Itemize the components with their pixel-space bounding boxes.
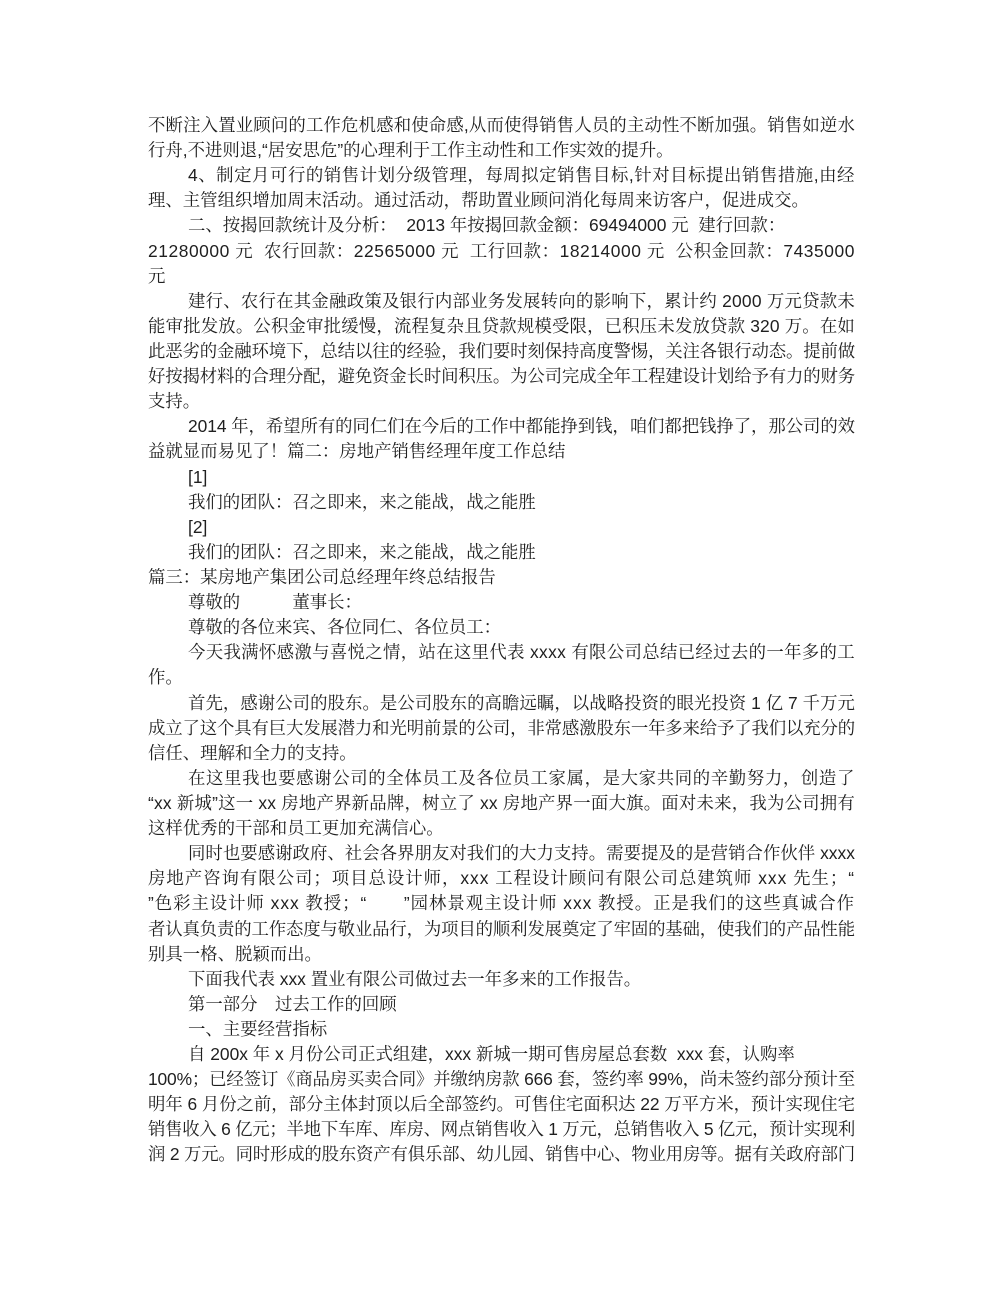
text-line: 明年 6 月份之前，部分主体封顶以后全部签约。可售住宅面积达 22 万平方米，预计实现住宅 bbox=[148, 1094, 855, 1115]
text-line-row bbox=[148, 716, 858, 741]
text-line-row bbox=[148, 1142, 858, 1167]
text-line-row bbox=[148, 565, 858, 590]
text-line-row bbox=[148, 515, 858, 540]
text-line-row bbox=[148, 163, 858, 188]
text-line: 成立了这个具有巨大发展潜力和光明前景的公司，非常感激股东一年多来给予了我们以充分的 bbox=[148, 717, 855, 738]
text-line-row bbox=[148, 1017, 858, 1042]
text-line-row bbox=[148, 540, 858, 565]
text-line-row bbox=[148, 1067, 858, 1092]
text-line: 21280000 元 农行回款：22565000 元 工行回款：18214000 元 公积金回款：7435000 bbox=[148, 240, 855, 261]
text-line-row bbox=[148, 741, 858, 766]
text-line-row bbox=[148, 289, 858, 314]
text-line: 在这里我也要感谢公司的全体员工及各位员工家属，是大家共同的辛勤努力，创造了 bbox=[188, 767, 855, 788]
text-line-row bbox=[148, 490, 858, 515]
text-line: 我们的团队：召之即来，来之能战，战之能胜 bbox=[188, 491, 536, 512]
text-line-row bbox=[148, 414, 858, 439]
text-line: 好按揭材料的合理分配，避免资金长时间积压。为公司完成全年工程建设计划给予有力的财务 bbox=[148, 366, 855, 387]
text-line: 信任、理解和全力的支持。 bbox=[148, 742, 357, 763]
text-line: 这样优秀的干部和员工更加充满信心。 bbox=[148, 818, 444, 839]
text-line-row bbox=[148, 766, 858, 791]
text-line-row bbox=[148, 188, 858, 213]
text-line: 销售收入 6 亿元；半地下车库、库房、网点销售收入 1 万元，总销售收入 5 亿元，预计实现利 bbox=[148, 1119, 855, 1140]
text-line: 篇三：某房地产集团公司总经理年终总结报告 bbox=[148, 566, 496, 587]
text-line: 今天我满怀感激与喜悦之情，站在这里代表 xxxx 有限公司总结已经过去的一年多的工 bbox=[188, 642, 855, 663]
text-line-row bbox=[148, 264, 858, 289]
text-line: 尊敬的 董事长： bbox=[188, 592, 362, 613]
text-line-row bbox=[148, 389, 858, 414]
text-line: 自 200x 年 x 月份公司正式组建，xxx 新城一期可售房屋总套数 xxx 套，认购率 bbox=[188, 1044, 795, 1065]
text-line: 元 bbox=[148, 265, 166, 286]
text-line-row bbox=[148, 942, 858, 967]
text-line-row bbox=[148, 866, 858, 891]
text-line-row bbox=[148, 640, 858, 665]
text-line: 益就显而易见了！篇二：房地产销售经理年度工作总结 bbox=[148, 441, 566, 462]
text-line: “xx 新城”这一 xx 房地产界新品牌，树立了 xx 房地产界一面大旗。面对未来，我为公司拥有 bbox=[148, 792, 855, 813]
text-line: 一、主要经营指标 bbox=[188, 1018, 328, 1039]
text-line: 100%；已经签订《商品房买卖合同》并缴纳房款 666 套，签约率 99%，尚未签约部分预计至 bbox=[148, 1069, 855, 1090]
document-body bbox=[148, 113, 858, 1168]
text-line: [2] bbox=[188, 516, 208, 537]
text-line-row bbox=[148, 364, 858, 389]
text-line-row bbox=[148, 891, 858, 916]
text-line-row bbox=[148, 439, 858, 464]
text-line-row bbox=[148, 239, 858, 264]
text-line-row bbox=[148, 992, 858, 1017]
text-line: 同时也要感谢政府、社会各界朋友对我们的大力支持。需要提及的是营销合作伙伴 xxxx bbox=[188, 843, 855, 864]
text-line: 首先，感谢公司的股东。是公司股东的高瞻远瞩，以战略投资的眼光投资 1 亿 7 千万元 bbox=[188, 692, 855, 713]
text-line-row bbox=[148, 615, 858, 640]
text-line-row bbox=[148, 590, 858, 615]
text-line: 行舟,不进则退,“居安思危”的心理利于工作主动性和工作实效的提升。 bbox=[148, 140, 674, 161]
text-line-row bbox=[148, 665, 858, 690]
text-line-row bbox=[148, 339, 858, 364]
text-line: [1] bbox=[188, 466, 208, 487]
text-line: 理、主管组织增加周末活动。通过活动，帮助置业顾问消化每周来访客户，促进成交。 bbox=[148, 190, 809, 211]
text-line: 房地产咨询有限公司；项目总设计师，xxx 工程设计顾问有限公司总建筑师 xxx 先生；“ bbox=[148, 868, 855, 889]
text-line: 者认真负责的工作态度与敬业品行，为项目的顺利发展奠定了牢固的基础，使我们的产品性能 bbox=[148, 918, 855, 939]
text-line: ”色彩主设计师 xxx 教授；“ ”园林景观主设计师 xxx 教授。正是我们的这些真诚合作 bbox=[148, 893, 855, 914]
text-line: 作。 bbox=[148, 667, 183, 688]
text-line-row bbox=[148, 138, 858, 163]
text-line: 能审批发放。公积金审批缓慢，流程复杂且贷款规模受限，已积压未发放贷款 320 万。在如 bbox=[148, 315, 855, 336]
text-line-row bbox=[148, 967, 858, 992]
text-line-row bbox=[148, 1117, 858, 1142]
text-line-row bbox=[148, 113, 858, 138]
text-line-row bbox=[148, 917, 858, 942]
text-line-row bbox=[148, 1042, 858, 1067]
text-line: 尊敬的各位来宾、各位同仁、各位员工： bbox=[188, 617, 502, 638]
text-line: 润 2 万元。同时形成的股东资产有俱乐部、幼儿园、销售中心、物业用房等。据有关政府部门 bbox=[148, 1144, 855, 1165]
text-line-row bbox=[148, 465, 858, 490]
text-line: 二、按揭回款统计及分析： 2013 年按揭回款金额：69494000 元 建行回款： bbox=[188, 215, 786, 236]
text-line-row bbox=[148, 816, 858, 841]
text-line: 此恶劣的金融环境下，总结以往的经验，我们要时刻保持高度警惕，关注各银行动态。提前做 bbox=[148, 340, 855, 361]
text-line-row bbox=[148, 841, 858, 866]
text-line: 别具一格、脱颖而出。 bbox=[148, 943, 322, 964]
text-line-row bbox=[148, 314, 858, 339]
text-line-row bbox=[148, 213, 858, 238]
text-line: 支持。 bbox=[148, 391, 201, 412]
text-line: 4、制定月可行的销售计划分级管理，每周拟定销售目标,针对目标提出销售措施,由经 bbox=[188, 165, 855, 186]
text-line: 不断注入置业顾问的工作危机感和使命感,从而使得销售人员的主动性不断加强。销售如逆水 bbox=[148, 115, 855, 135]
text-line: 下面我代表 xxx 置业有限公司做过去一年多来的工作报告。 bbox=[188, 968, 642, 989]
text-line-row bbox=[148, 1092, 858, 1117]
text-line-row bbox=[148, 691, 858, 716]
text-line: 第一部分 过去工作的回顾 bbox=[188, 993, 397, 1014]
text-line: 2014 年，希望所有的同仁们在今后的工作中都能挣到钱，咱们都把钱挣了，那公司的效 bbox=[188, 416, 855, 437]
text-line: 建行、农行在其金融政策及银行内部业务发展转向的影响下，累计约 2000 万元贷款未 bbox=[188, 290, 855, 311]
text-line: 我们的团队：召之即来，来之能战，战之能胜 bbox=[188, 541, 536, 562]
text-line-row bbox=[148, 791, 858, 816]
